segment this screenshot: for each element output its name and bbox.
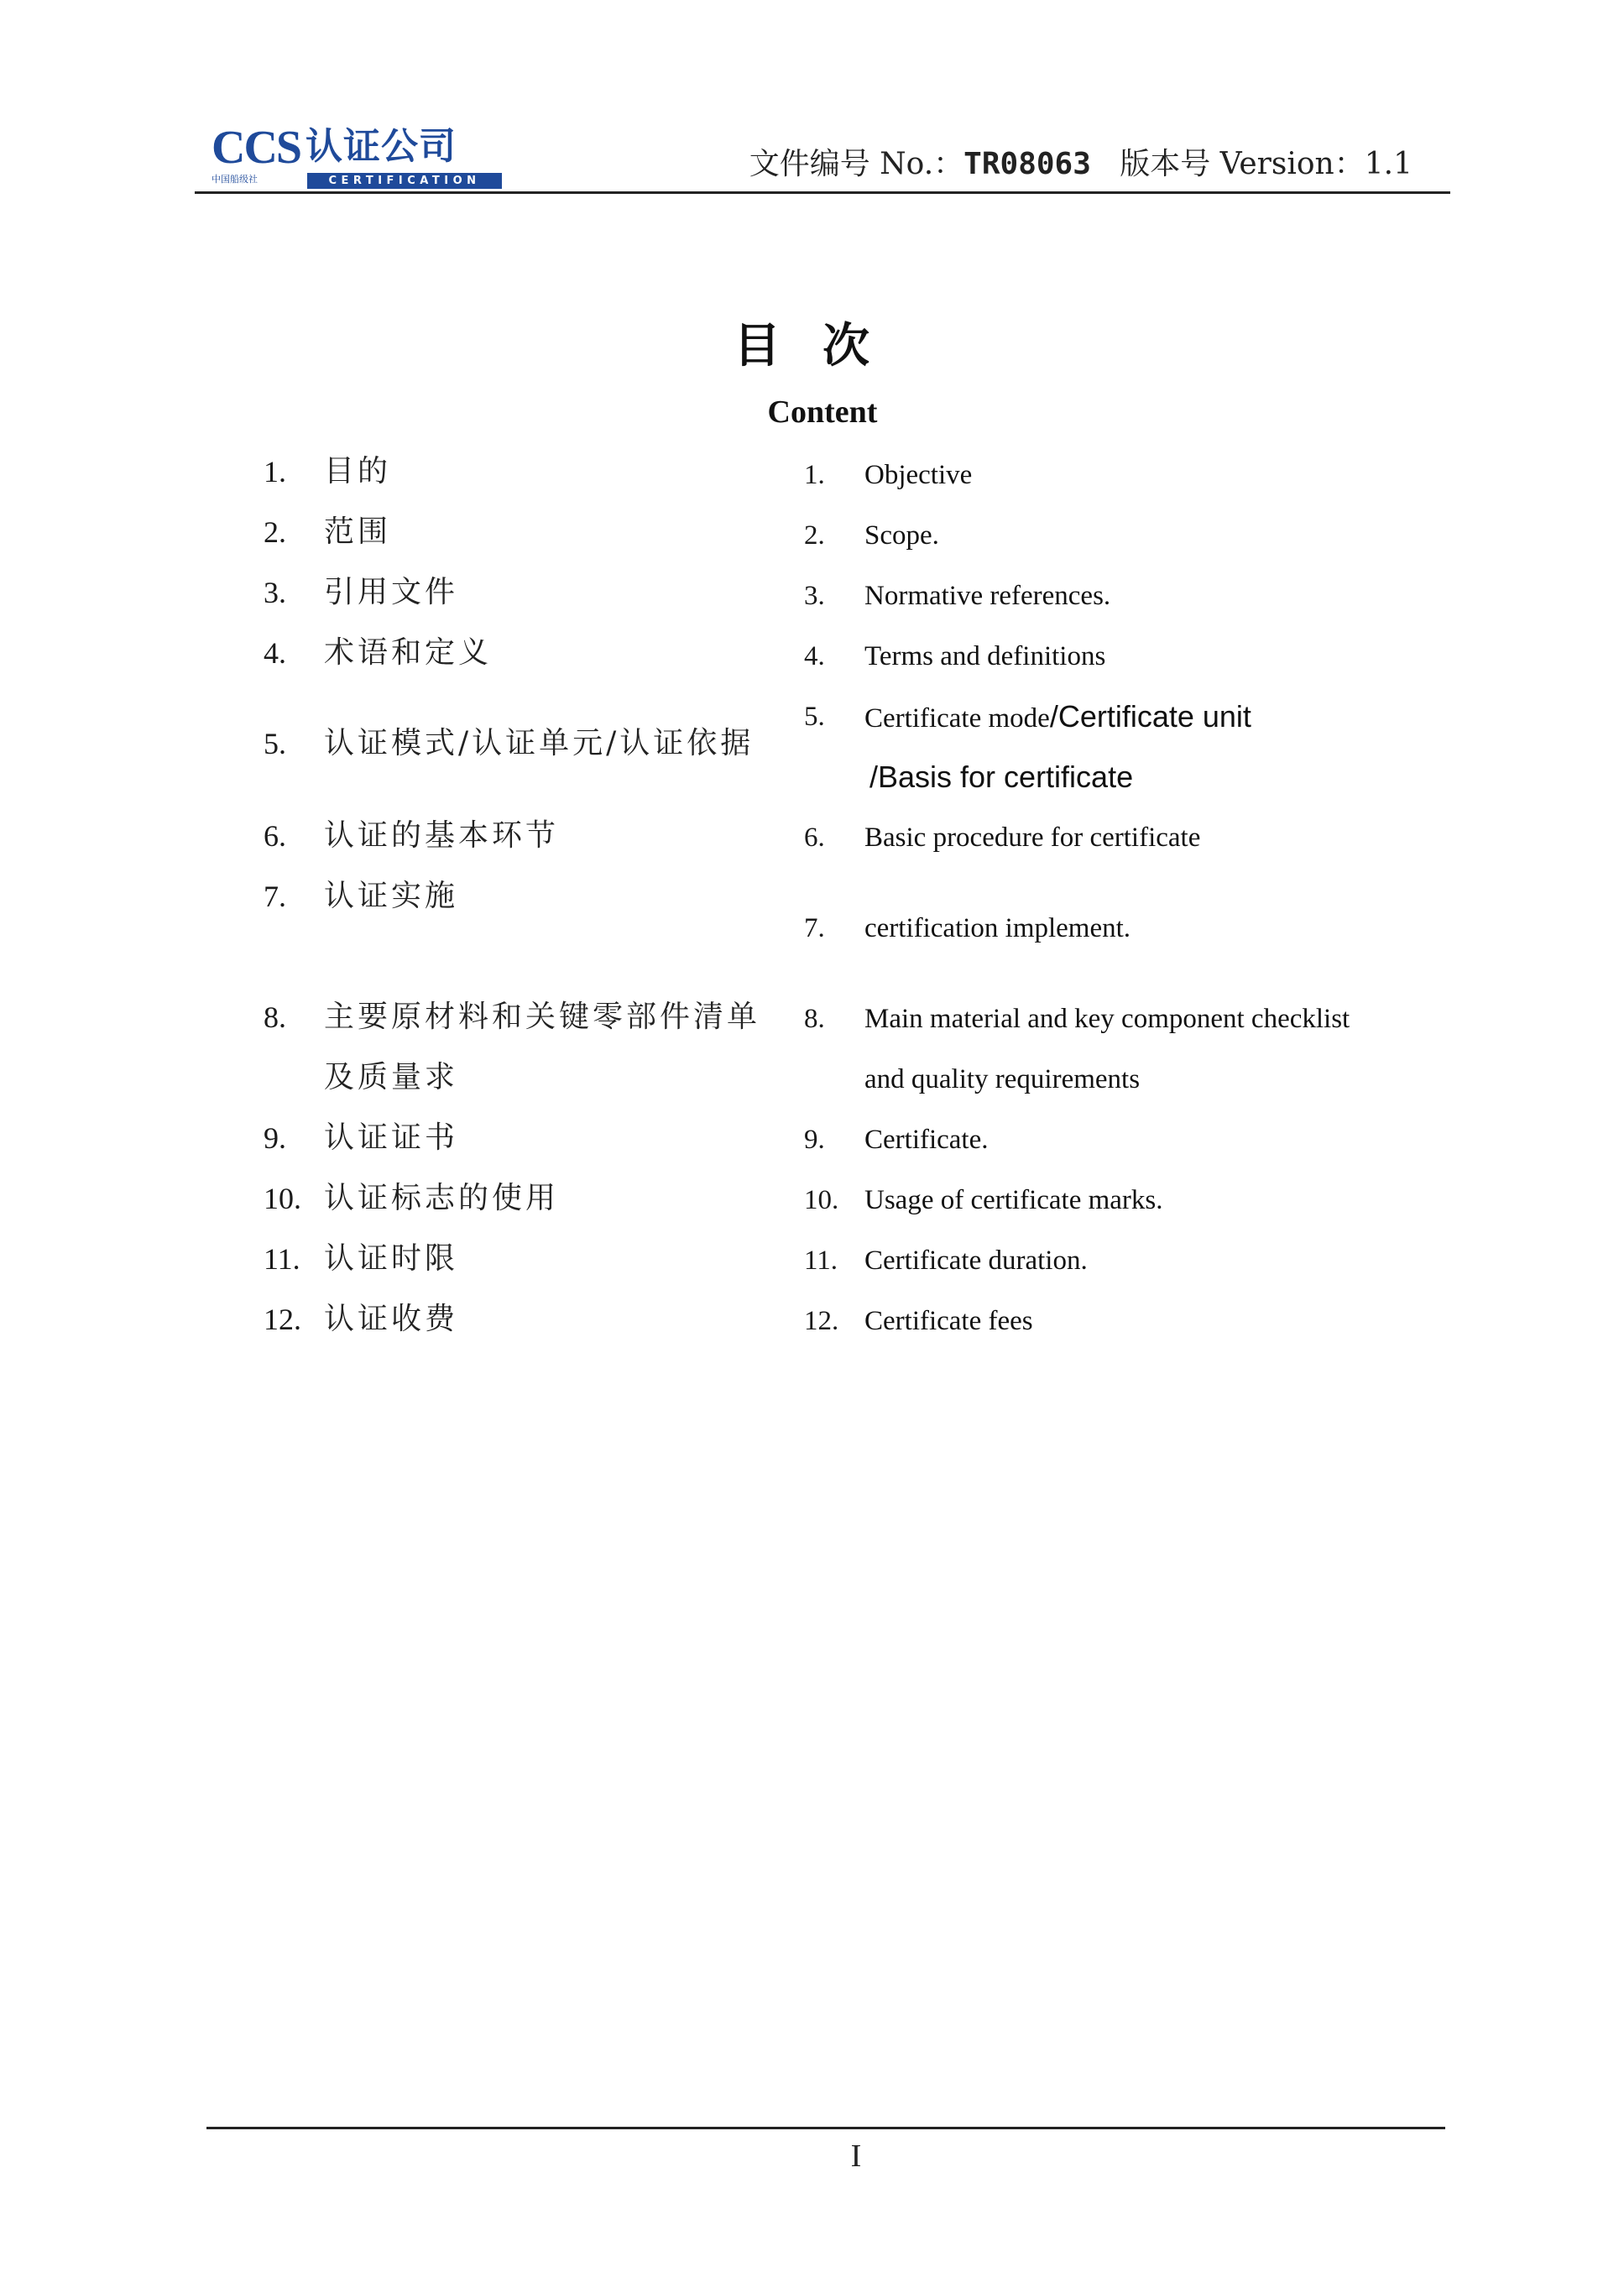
doc-number: TR08063: [963, 147, 1091, 181]
toc-number: 6.: [804, 823, 825, 853]
toc-title: Objective: [864, 460, 973, 490]
logo-company-name: 认证公司: [305, 125, 457, 168]
toc-en-item-continuation: /Basis for certificate: [869, 760, 1134, 794]
toc-number: 11.: [804, 1246, 838, 1276]
toc-number: 6.: [264, 819, 286, 853]
toc-title-continuation: and quality requirements: [864, 1064, 1141, 1094]
toc-title: Certificate.: [864, 1125, 989, 1155]
toc-number: 5.: [804, 702, 825, 732]
toc-number: 3.: [264, 576, 286, 609]
toc-number: 2.: [804, 520, 825, 551]
toc-number: 4.: [264, 636, 286, 670]
logo-ccs-text: CCS: [211, 122, 301, 174]
toc-number: 1.: [804, 460, 825, 490]
toc-title: Scope.: [864, 520, 939, 551]
toc-title: Basic procedure for certificate: [864, 823, 1201, 853]
document-info: [749, 146, 1413, 183]
toc-number: 7.: [804, 913, 825, 943]
toc-title: [864, 693, 1251, 742]
doc-number-label: 文件编号 No.：: [749, 147, 964, 181]
toc-number: 12.: [804, 1306, 839, 1336]
company-logo: [211, 124, 505, 188]
toc-number: 12.: [264, 1303, 301, 1336]
page-title-cn: 目次: [734, 319, 911, 373]
toc-title: 认证标志的使用: [324, 1181, 560, 1215]
toc-title: Terms and definitions: [864, 641, 1106, 671]
toc-title: 引用文件: [324, 575, 459, 609]
toc-number: 3.: [804, 581, 825, 611]
page-number: I: [850, 2139, 862, 2174]
toc-number: 4.: [804, 641, 825, 671]
logo-subtitle: 中国船级社: [211, 174, 258, 185]
toc-title: 主要原材料和关键零部件清单: [324, 1000, 761, 1034]
toc-title: 认证实施: [324, 879, 459, 913]
toc-title-part-serif: Certificate mode: [864, 703, 1050, 734]
toc-title-part-sans: /Certificate unit: [1049, 699, 1251, 734]
toc-title: Usage of certificate marks.: [864, 1185, 1163, 1215]
toc-title: Normative references.: [864, 581, 1111, 611]
toc-title: 认证证书: [324, 1120, 459, 1155]
toc-title: certification implement.: [864, 913, 1131, 943]
toc-number: 9.: [804, 1125, 825, 1155]
toc-number: 11.: [264, 1242, 300, 1276]
toc-title: 目的: [324, 454, 392, 488]
toc-number: 7.: [264, 880, 286, 913]
toc-title-continuation: 及质量求: [324, 1060, 459, 1094]
page-title-en: Content: [767, 394, 878, 430]
toc-title: 术语和定义: [324, 635, 493, 670]
toc-title: 范围: [324, 514, 392, 549]
toc-number: 5.: [264, 727, 286, 760]
toc-number: 9.: [264, 1121, 286, 1155]
version-number: 1.1: [1364, 147, 1413, 181]
toc-number: 8.: [804, 1004, 825, 1034]
toc-title: 认证收费: [324, 1302, 459, 1336]
footer-divider: [206, 2127, 1445, 2129]
toc-number: 1.: [264, 455, 286, 488]
toc-title: Main material and key component checklist: [864, 1004, 1350, 1034]
header-divider: [195, 191, 1450, 194]
toc-title: 认证模式/认证单元/认证依据: [324, 726, 755, 760]
logo-certification-bar: CERTIFICATION: [307, 173, 502, 189]
toc-title: Certificate fees: [864, 1306, 1033, 1336]
toc-number: 10.: [804, 1185, 839, 1215]
toc-number: 10.: [264, 1182, 301, 1215]
toc-title: 认证时限: [324, 1241, 459, 1276]
toc-number: 8.: [264, 1000, 286, 1034]
toc-title: 认证的基本环节: [324, 818, 560, 853]
version-label: 版本号 Version：: [1120, 147, 1365, 181]
toc-title: Certificate duration.: [864, 1246, 1088, 1276]
toc-number: 2.: [264, 515, 286, 549]
